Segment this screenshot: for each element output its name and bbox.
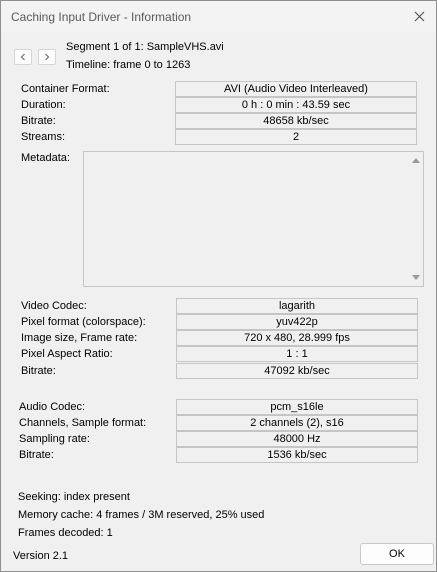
scroll-down-icon (412, 275, 420, 281)
duration-value: 0 h : 0 min : 43.59 sec (175, 97, 417, 113)
prev-segment-button[interactable] (14, 49, 32, 65)
metadata-box[interactable] (83, 151, 424, 287)
streams-label: Streams: (21, 131, 66, 143)
channels-value: 2 channels (2), s16 (176, 415, 418, 431)
video-codec-label: Video Codec: (21, 300, 87, 312)
sampling-rate-value: 48000 Hz (176, 431, 418, 447)
image-size-value: 720 x 480, 28.999 fps (176, 330, 418, 346)
video-codec-value: lagarith (176, 298, 418, 314)
scroll-up-icon (412, 157, 420, 163)
pixel-format-label: Pixel format (colorspace): (21, 316, 146, 328)
video-bitrate-label: Bitrate: (21, 365, 56, 377)
audio-bitrate-label: Bitrate: (19, 449, 54, 461)
scroll-down-button[interactable] (411, 273, 421, 283)
scroll-up-button[interactable] (411, 155, 421, 165)
bitrate-value: 48658 kb/sec (175, 113, 417, 129)
memory-cache-status: Memory cache: 4 frames / 3M reserved, 25% used (18, 509, 265, 521)
container-format-value: AVI (Audio Video Interleaved) (175, 81, 417, 97)
chevron-left-icon (19, 53, 27, 61)
metadata-label: Metadata: (21, 152, 70, 164)
ok-button-label: OK (389, 548, 405, 560)
bitrate-label: Bitrate: (21, 115, 56, 127)
metadata-scrollbar[interactable] (409, 152, 423, 286)
channels-label: Channels, Sample format: (19, 417, 147, 429)
version-label: Version 2.1 (13, 550, 69, 562)
pixel-aspect-value: 1 : 1 (176, 346, 418, 362)
sampling-rate-label: Sampling rate: (19, 433, 90, 445)
audio-codec-label: Audio Codec: (19, 401, 86, 413)
metadata-text (84, 152, 423, 158)
duration-label: Duration: (21, 99, 66, 111)
close-icon (414, 11, 425, 22)
audio-codec-value: pcm_s16le (176, 399, 418, 415)
audio-bitrate-value: 1536 kb/sec (176, 447, 418, 463)
pixel-format-value: yuv422p (176, 314, 418, 330)
chevron-right-icon (43, 53, 51, 61)
container-format-label: Container Format: (21, 83, 110, 95)
next-segment-button[interactable] (38, 49, 56, 65)
title-bar (1, 1, 436, 32)
frames-decoded-status: Frames decoded: 1 (18, 527, 113, 539)
streams-value: 2 (175, 129, 417, 145)
pixel-aspect-label: Pixel Aspect Ratio: (21, 348, 113, 360)
ok-button[interactable] (360, 543, 434, 565)
close-button[interactable] (405, 4, 433, 28)
video-bitrate-value: 47092 kb/sec (176, 363, 418, 379)
segment-label: Segment 1 of 1: SampleVHS.avi (66, 41, 224, 53)
image-size-label: Image size, Frame rate: (21, 332, 138, 344)
window-title: Caching Input Driver - Information (11, 10, 192, 24)
seeking-status: Seeking: index present (18, 491, 130, 503)
timeline-label: Timeline: frame 0 to 1263 (66, 59, 191, 71)
